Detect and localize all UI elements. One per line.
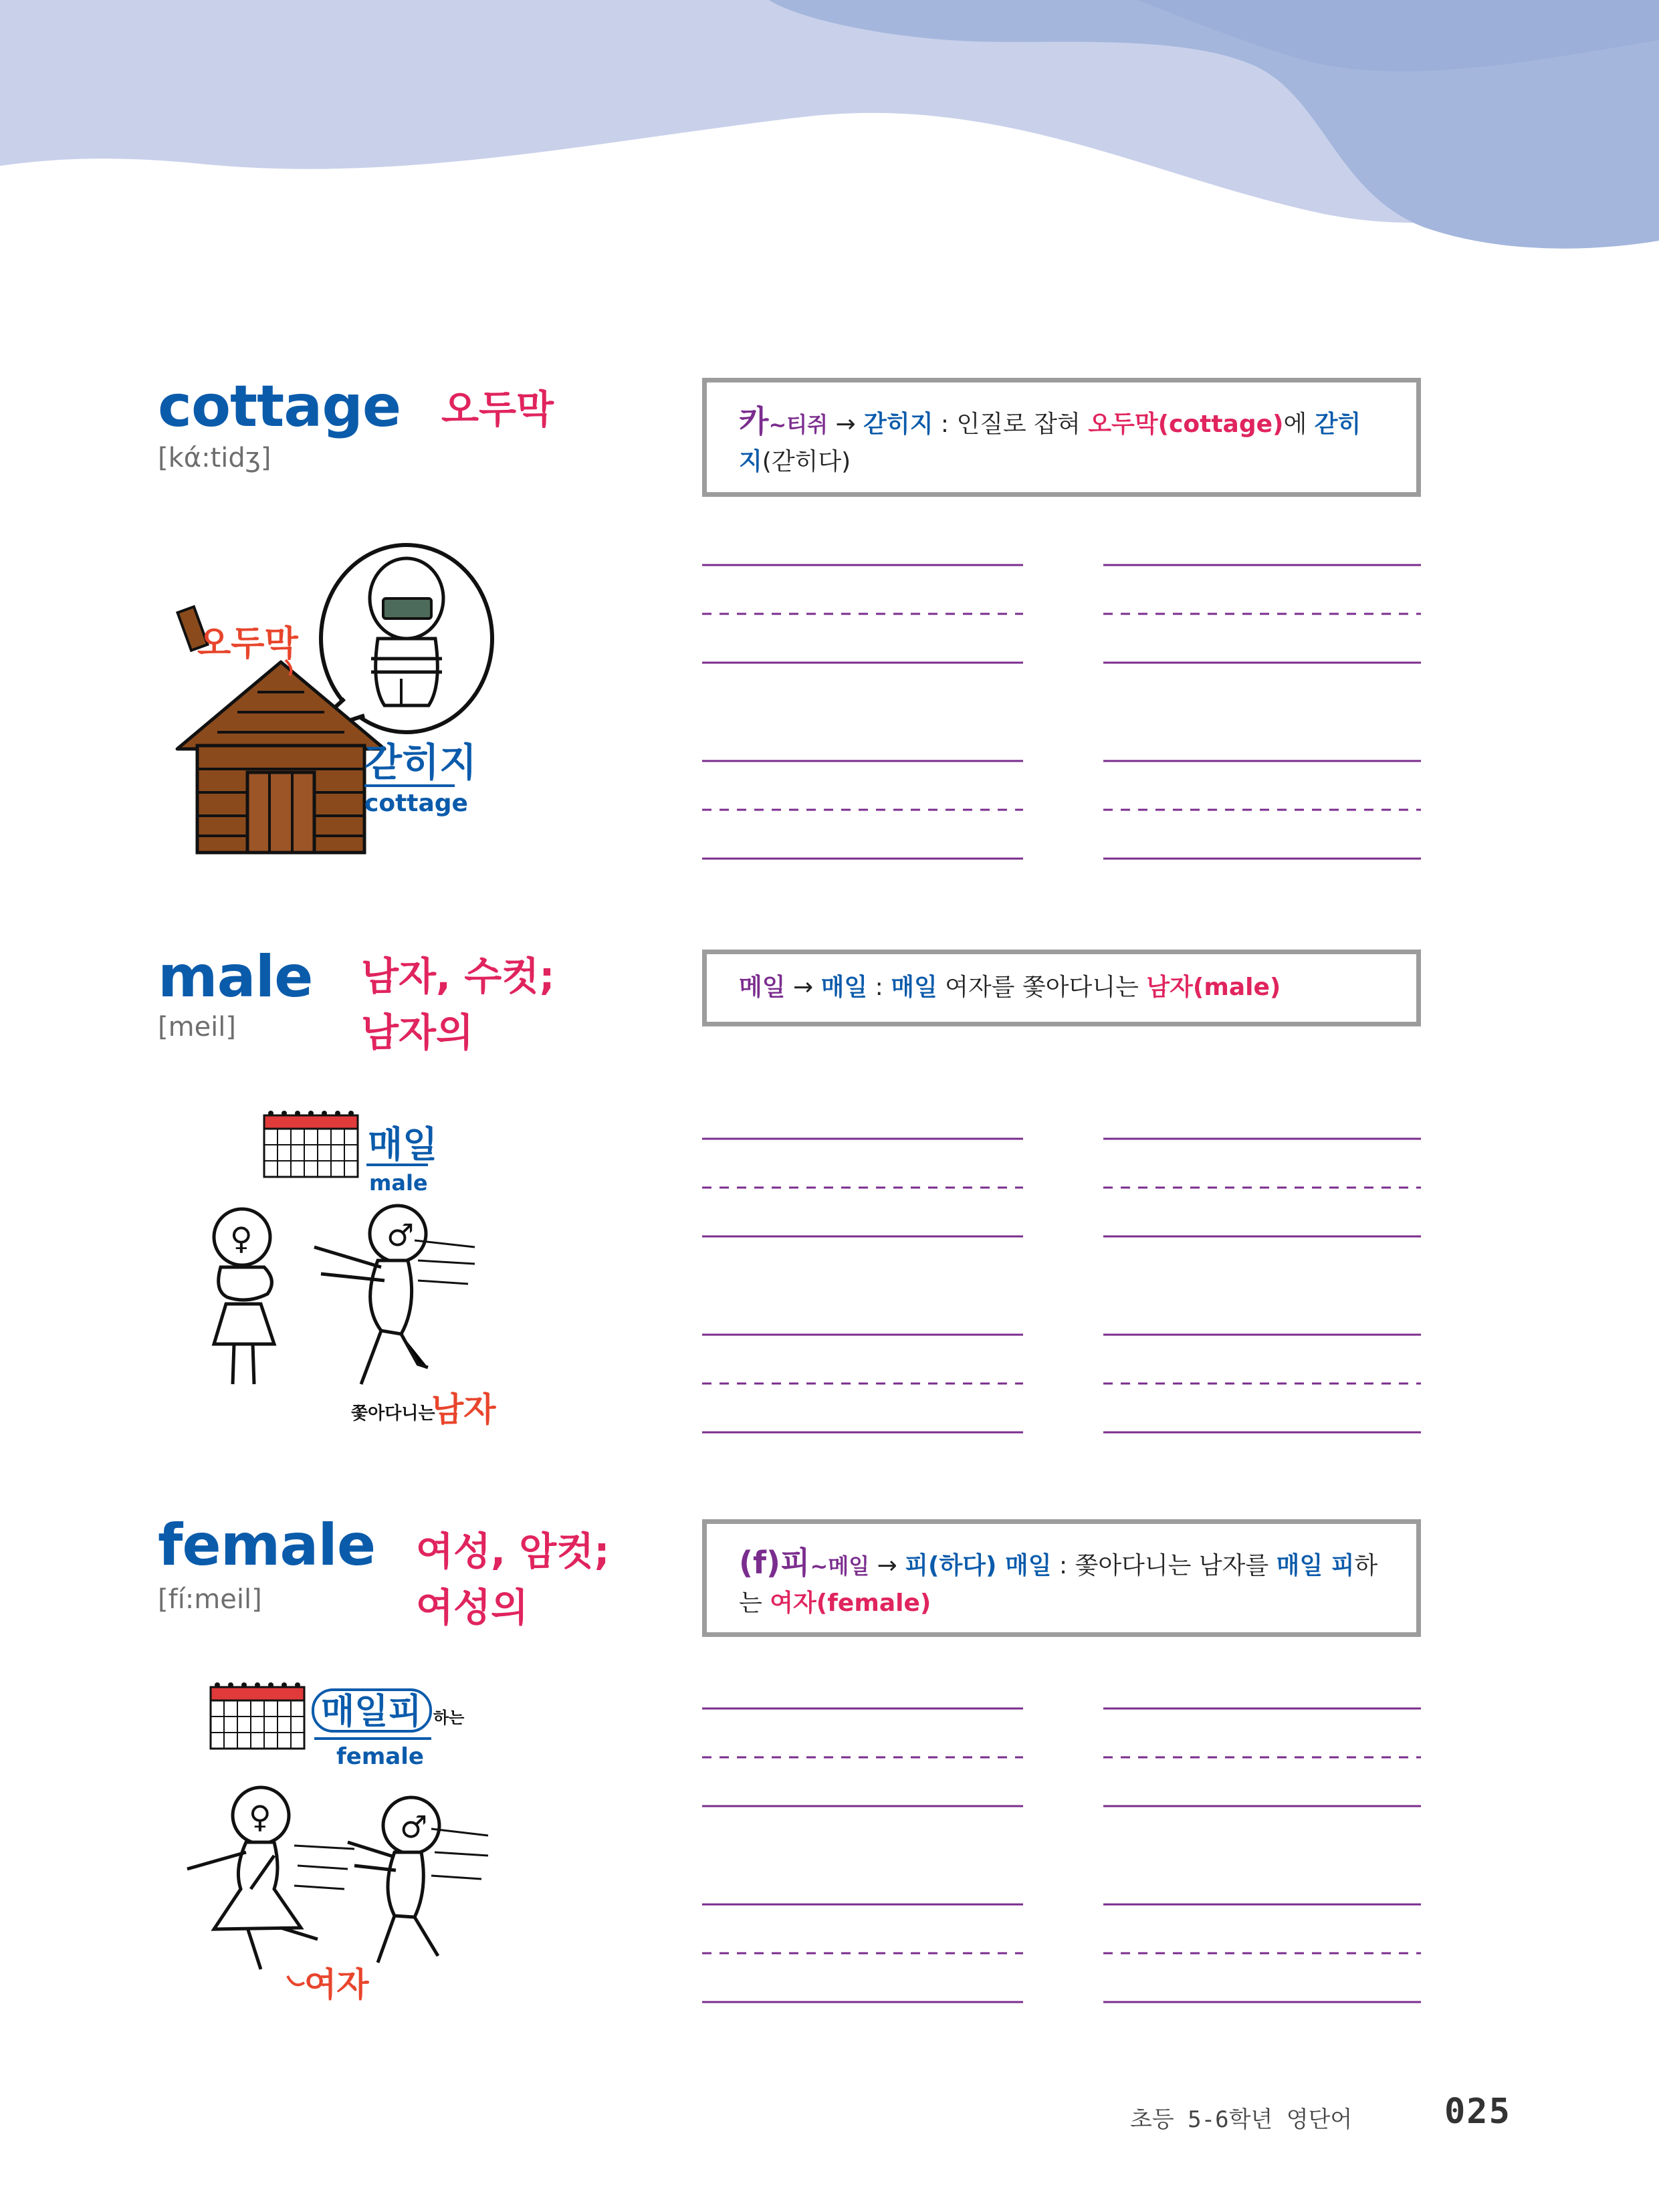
illustration-label: female <box>336 1743 424 1770</box>
hint-arrow: → <box>877 1552 897 1579</box>
illustration-label: 갇히지 <box>364 740 477 785</box>
entry-pronunciation: [fí:meil] <box>158 1584 262 1615</box>
hint-sound: 메일 <box>739 974 786 1001</box>
hint-sound: (f)피 <box>739 1545 810 1581</box>
mnemonic-hint-box <box>702 1519 1421 1637</box>
hint-colon: : 인질로 잡혀 <box>933 411 1089 438</box>
illustration-label: 남자 <box>431 1390 496 1429</box>
entry-meaning <box>416 1523 610 1636</box>
header-wave-decoration <box>0 0 1659 254</box>
hint-key: 매일 <box>820 974 868 1001</box>
svg-text:♂: ♂ <box>400 1809 428 1845</box>
hint-mid: 여자를 쫓아다니는 <box>937 974 1147 1001</box>
meaning-line: 남자의 <box>361 1010 474 1055</box>
hint-phrase: 남자(male) <box>1146 974 1281 1001</box>
hint-phrase: 오두막(cottage) <box>1088 411 1284 438</box>
illustration-label: 오두막 <box>197 624 298 664</box>
writing-lines <box>702 548 1424 869</box>
illustration-label: 쫓아다니는 <box>351 1404 435 1424</box>
female-illustration <box>174 1675 522 2009</box>
hint-phrase: 여자 <box>770 1589 816 1617</box>
hint-tail: (female) <box>816 1589 931 1617</box>
illustration-label: 하는 <box>433 1708 465 1727</box>
hint-sound-tail: ~티쥐 <box>768 412 828 437</box>
hint-mid: 하는 <box>739 1552 1378 1617</box>
illustration-label: 여자 <box>304 1965 369 2004</box>
hint-phrase: 갇히지 <box>739 411 1361 475</box>
entry-meaning <box>441 381 554 437</box>
hint-arrow: → <box>835 411 856 438</box>
svg-text:♀: ♀ <box>249 1799 271 1835</box>
cottage-illustration <box>171 532 518 859</box>
meaning-line: 여성, 암컷; <box>416 1529 610 1574</box>
hint-colon: : <box>867 974 891 1001</box>
svg-text:♀: ♀ <box>230 1220 253 1256</box>
page-number: 025 <box>1444 2092 1511 2132</box>
meaning-line: 오두막 <box>441 386 554 432</box>
hint-sound-tail: ~메일 <box>810 1553 870 1579</box>
book-title: 초등 5-6학년 영단어 <box>1130 2106 1353 2133</box>
hint-sound: 카 <box>739 403 769 439</box>
hint-key: 피(하다) 매일 <box>905 1552 1052 1579</box>
illustration-label: cottage <box>364 790 468 817</box>
svg-text:♂: ♂ <box>386 1217 415 1253</box>
writing-lines <box>702 1692 1424 2013</box>
hint-mid: 에 <box>1283 411 1315 438</box>
meaning-line: 여성의 <box>416 1585 529 1630</box>
meaning-line: 남자, 수컷; <box>361 954 555 999</box>
mnemonic-hint-box <box>702 950 1421 1026</box>
entry-meaning <box>361 948 555 1061</box>
entry-word: male <box>158 944 313 1010</box>
mnemonic-hint-box <box>702 378 1421 497</box>
hint-tail: (갇히다) <box>762 448 851 475</box>
entry-word: female <box>158 1512 376 1579</box>
writing-lines <box>702 1122 1424 1443</box>
illustration-label: male <box>369 1170 428 1196</box>
hint-colon: : 쫓아다니는 남자를 <box>1051 1552 1277 1579</box>
entry-pronunciation: [kά:tidʒ] <box>158 443 271 473</box>
entry-pronunciation: [meil] <box>158 1012 237 1042</box>
hint-phrase: 매일 피 <box>1276 1552 1355 1579</box>
entry-word: cottage <box>158 373 401 440</box>
illustration-label: 매일 <box>368 1123 438 1166</box>
hint-arrow: → <box>793 974 814 1001</box>
male-illustration <box>187 1103 522 1431</box>
hint-key: 갇히지 <box>863 411 933 438</box>
illustration-label: 매일피 <box>321 1692 422 1732</box>
hint-phrase: 매일 <box>891 974 937 1001</box>
